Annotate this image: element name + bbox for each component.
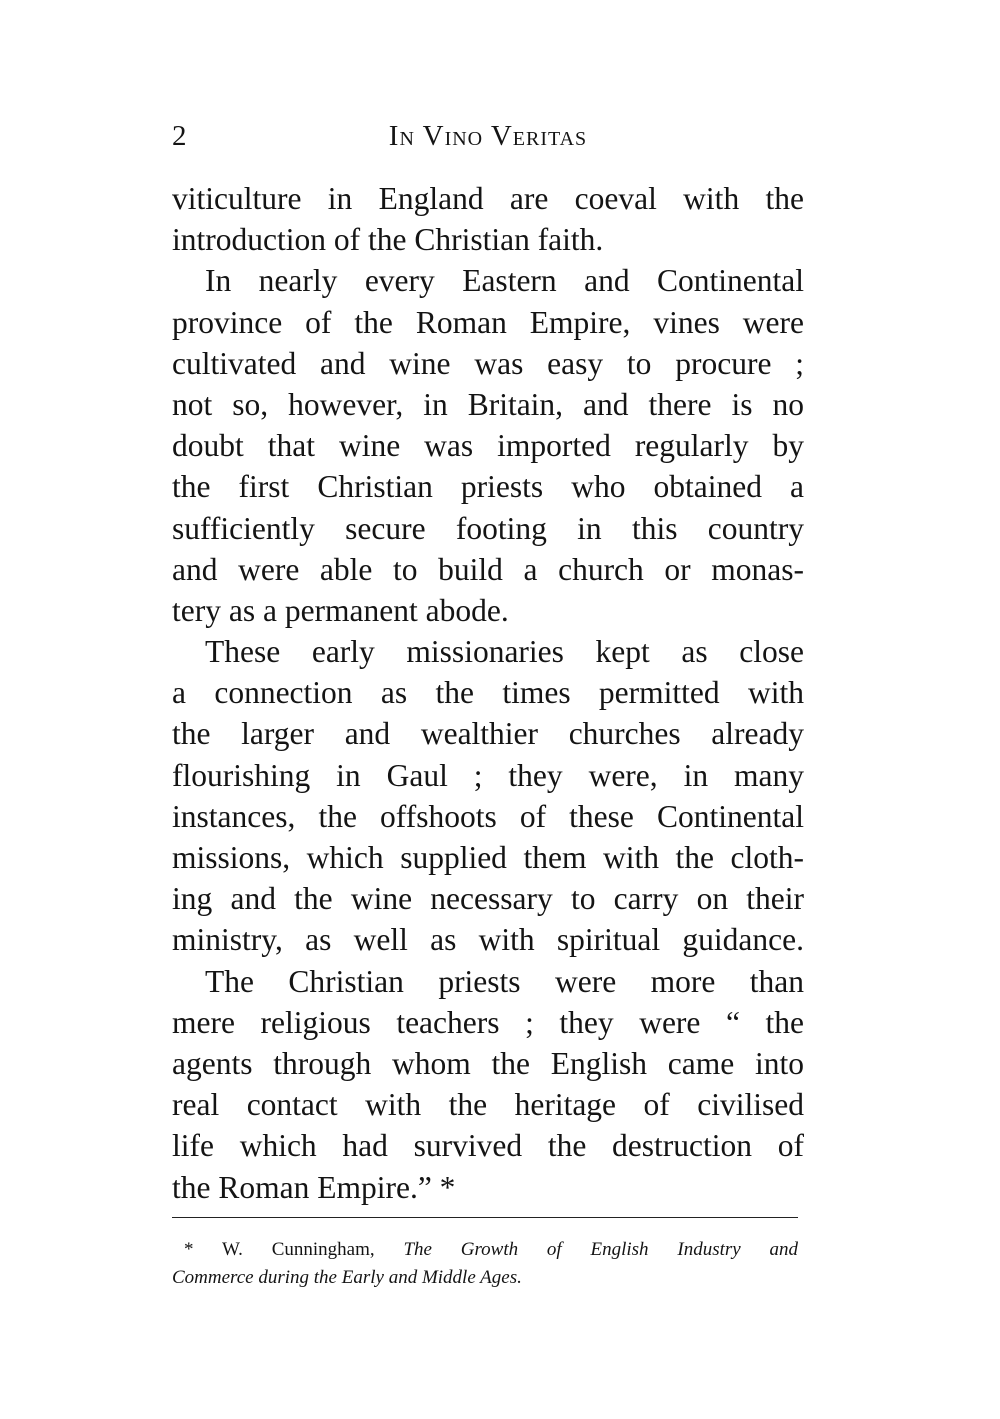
page-number: 2 — [172, 120, 187, 152]
page-header — [172, 116, 804, 156]
text-line: life which had survived the destruction of — [172, 1128, 804, 1164]
footnote-line: Commerce during the Early and Middle Ages. — [172, 1267, 522, 1288]
footnote-divider — [172, 1217, 798, 1218]
text-line: missions, which supplied them with the cloth- — [172, 840, 804, 875]
footnote-line — [172, 1236, 798, 1264]
text-line: flourishing in Gaul ; they were, in many — [172, 757, 804, 793]
text-line: introduction of the Christian faith. — [172, 222, 604, 258]
running-title: In Vino Veritas — [388, 120, 588, 152]
text-line: real contact with the heritage of civilised — [172, 1087, 804, 1123]
text-line: the Roman Empire.” * — [172, 1169, 456, 1205]
text-line: These early missionaries kept as close — [205, 634, 804, 670]
text-line: mere religious teachers ; they were “ the — [172, 1004, 804, 1040]
body-text — [172, 178, 804, 1208]
text-line: sufficiently secure footing in this country — [172, 510, 804, 546]
text-line: the first Christian priests who obtained a — [172, 469, 804, 505]
text-line: province of the Roman Empire, vines were — [172, 304, 804, 340]
text-line: the larger and wealthier churches already — [172, 716, 804, 752]
text-line: viticulture in England are coeval with the — [172, 181, 804, 216]
text-line: and were able to build a church or monas- — [172, 551, 804, 587]
text-line: doubt that wine was imported regularly by — [172, 428, 804, 464]
text-line: ing and the wine necessary to carry on their — [172, 881, 804, 917]
text-line: cultivated and wine was easy to procure ; — [172, 345, 804, 381]
text-line: a connection as the times permitted with — [172, 675, 804, 711]
text-line: tery as a permanent abode. — [172, 592, 509, 628]
footnote-title: The Growth of English Industry and — [403, 1239, 798, 1260]
footnote — [172, 1236, 798, 1292]
text-line: ministry, as well as with spiritual guidance. — [172, 922, 804, 958]
text-line: not so, however, in Britain, and there is no — [172, 386, 804, 422]
text-line: The Christian priests were more than — [205, 963, 804, 999]
text-line: In nearly every Eastern and Continental — [205, 263, 804, 299]
text-line: instances, the offshoots of these Continental — [172, 798, 804, 834]
footnote-author: * W. Cunningham, — [184, 1239, 375, 1260]
text-line: agents through whom the English came into — [172, 1045, 804, 1081]
